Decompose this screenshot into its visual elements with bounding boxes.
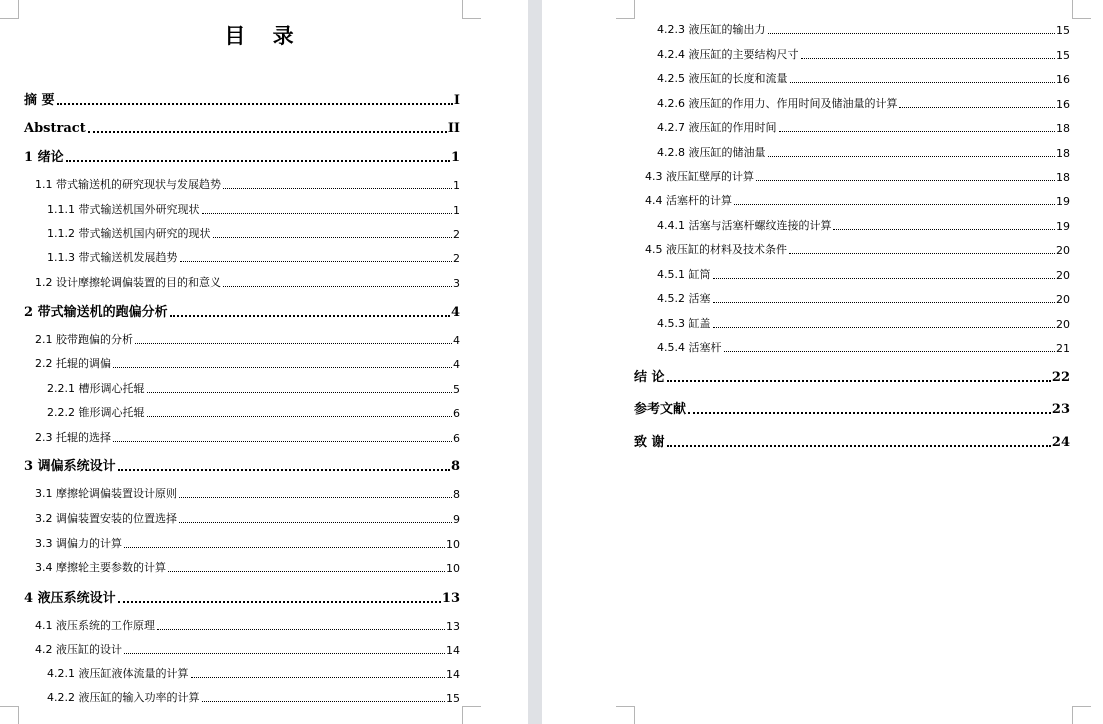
toc-entry-page: 4: [453, 358, 460, 371]
toc-entry-label: 3.1 摩擦轮调偏装置设计原则: [35, 487, 177, 500]
toc-leader-dots: [667, 380, 1051, 382]
toc-leader-dots: [157, 629, 445, 630]
toc-entry-label: 参考文献: [634, 402, 687, 417]
toc-entry-page: 19: [1056, 195, 1070, 208]
toc-entry-page: 2: [453, 228, 460, 241]
toc-entry-label: 4.4.1 活塞与活塞杆螺纹连接的计算: [657, 219, 832, 232]
toc-entry-page: 6: [453, 407, 460, 420]
toc-entry[interactable]: [657, 219, 1070, 233]
toc-entry-label: 1.1.1 带式输送机国外研究现状: [47, 203, 200, 216]
toc-entry[interactable]: [24, 304, 460, 320]
toc-leader-dots: [899, 107, 1055, 108]
crop-mark: [1072, 0, 1091, 19]
toc-entry[interactable]: [35, 178, 460, 192]
toc-entry[interactable]: [657, 317, 1070, 331]
toc-entry-page: 1: [453, 179, 460, 192]
toc-entry[interactable]: [657, 72, 1070, 86]
toc-leader-dots: [724, 351, 1056, 352]
toc-leader-dots: [57, 103, 453, 105]
toc-entry-label: 3.2 调偏装置安装的位置选择: [35, 512, 177, 525]
toc-entry-label: 4.2.3 液压缸的输出力: [657, 23, 766, 36]
toc-entry[interactable]: [634, 369, 1070, 385]
toc-leader-dots: [202, 701, 446, 702]
toc-entry[interactable]: [35, 537, 460, 551]
toc-entry-label: 4.5.4 活塞杆: [657, 341, 722, 354]
toc-leader-dots: [66, 160, 450, 162]
toc-entry-label: 4.1 液压系统的工作原理: [35, 619, 155, 632]
toc-leader-dots: [713, 327, 1056, 328]
toc-entry-page: 4: [453, 334, 460, 347]
toc-entry[interactable]: [35, 643, 460, 657]
toc-entry[interactable]: [634, 401, 1070, 417]
toc-entry[interactable]: [24, 92, 460, 108]
toc-entry[interactable]: [47, 251, 460, 265]
toc-entry-page: 20: [1056, 269, 1070, 282]
toc-leader-dots: [833, 229, 1055, 230]
crop-mark: [0, 706, 19, 724]
toc-entry-label: 4.5 液压缸的材料及技术条件: [645, 243, 787, 256]
toc-entry-page: 1: [453, 204, 460, 217]
toc-entry[interactable]: [47, 667, 460, 681]
toc-entry-page: 19: [1056, 220, 1070, 233]
toc-entry[interactable]: [657, 292, 1070, 306]
toc-leader-dots: [179, 522, 452, 523]
toc-entry-label: 4.2.7 液压缸的作用时间: [657, 121, 777, 134]
toc-leader-dots: [213, 237, 453, 238]
toc-entry-label: 2.1 胶带跑偏的分析: [35, 333, 133, 346]
toc-entry[interactable]: [35, 561, 460, 575]
toc-entry[interactable]: [657, 146, 1070, 160]
toc-entry[interactable]: [645, 243, 1070, 257]
toc-entry[interactable]: [35, 357, 460, 371]
toc-entry[interactable]: [24, 120, 460, 136]
toc-entry-page: 5: [453, 383, 460, 396]
toc-entry-label: 1.1.2 带式输送机国内研究的现状: [47, 227, 211, 240]
toc-entry-page: 21: [1056, 342, 1070, 355]
toc-leader-dots: [768, 33, 1056, 34]
toc-leader-dots: [179, 497, 452, 498]
toc-entry-label: 致 谢: [634, 435, 665, 450]
toc-entry[interactable]: [24, 590, 460, 606]
toc-entry-label: 4.5.3 缸盖: [657, 317, 711, 330]
toc-entry[interactable]: [657, 268, 1070, 282]
toc-entry-page: 20: [1056, 293, 1070, 306]
toc-entry[interactable]: [35, 333, 460, 347]
toc-leader-dots: [135, 343, 452, 344]
toc-entry-page: 18: [1056, 147, 1070, 160]
toc-entry-page: 10: [446, 562, 460, 575]
crop-mark: [1072, 706, 1091, 724]
toc-entry-label: 4.4 活塞杆的计算: [645, 194, 732, 207]
toc-entry-page: 8: [453, 488, 460, 501]
toc-entry-label: Abstract: [24, 121, 86, 136]
toc-entry-page: 13: [441, 591, 460, 606]
crop-mark: [0, 0, 19, 19]
toc-entry-label: 4.2.2 液压缸的输入功率的计算: [47, 691, 200, 704]
crop-mark: [462, 706, 481, 724]
toc-entry-page: II: [447, 121, 460, 136]
toc-entry-page: 14: [446, 644, 460, 657]
toc-entry[interactable]: [47, 203, 460, 217]
toc-entry[interactable]: [35, 619, 460, 633]
toc-leader-dots: [124, 547, 445, 548]
crop-mark: [462, 0, 481, 19]
toc-entry[interactable]: [24, 149, 460, 165]
toc-entry-label: 1 绪论: [24, 150, 64, 165]
toc-entry-page: 24: [1051, 435, 1070, 450]
toc-entry-page: 8: [450, 459, 460, 474]
toc-entry-page: 20: [1056, 244, 1070, 257]
toc-entry-label: 结 论: [634, 370, 665, 385]
toc-entry-page: 16: [1056, 98, 1070, 111]
toc-entry-label: 4.3 液压缸壁厚的计算: [645, 170, 754, 183]
toc-entry[interactable]: [645, 170, 1070, 184]
toc-leader-dots: [88, 131, 447, 133]
toc-entry[interactable]: [657, 23, 1070, 37]
toc-leader-dots: [124, 653, 445, 654]
toc-leader-dots: [768, 156, 1056, 157]
toc-leader-dots: [801, 58, 1056, 59]
toc-leader-dots: [168, 571, 445, 572]
toc-entry-page: 16: [1056, 73, 1070, 86]
toc-entry-label: 1.1 带式输送机的研究现状与发展趋势: [35, 178, 221, 191]
toc-entry-page: 20: [1056, 318, 1070, 331]
toc-entry-label: 2.3 托辊的选择: [35, 431, 111, 444]
toc-entry-label: 4.2.1 液压缸液体流量的计算: [47, 667, 189, 680]
page-title: 目 录: [224, 23, 304, 48]
toc-entry-label: 2.2.1 槽形调心托辊: [47, 382, 145, 395]
toc-entry-label: 4.2.8 液压缸的储油量: [657, 146, 766, 159]
toc-entry-label: 1.1.3 带式输送机发展趋势: [47, 251, 178, 264]
toc-entry-page: 15: [1056, 49, 1070, 62]
toc-leader-dots: [191, 677, 446, 678]
toc-entry[interactable]: [657, 97, 1070, 111]
crop-mark: [616, 706, 635, 724]
toc-entry-label: 4.5.2 活塞: [657, 292, 711, 305]
toc-entry-label: 1.2 设计摩擦轮调偏装置的目的和意义: [35, 276, 221, 289]
toc-entry[interactable]: [47, 691, 460, 705]
toc-entry-page: 14: [446, 668, 460, 681]
toc-leader-dots: [223, 286, 452, 287]
toc-entry-page: 15: [1056, 24, 1070, 37]
toc-entry-label: 3.3 调偏力的计算: [35, 537, 122, 550]
toc-entry-label: 4.2.5 液压缸的长度和流量: [657, 72, 788, 85]
toc-entry[interactable]: [35, 487, 460, 501]
toc-entry[interactable]: [657, 121, 1070, 135]
toc-leader-dots: [713, 302, 1056, 303]
toc-leader-dots: [779, 131, 1056, 132]
toc-entry[interactable]: [657, 48, 1070, 62]
toc-entry-label: 3 调偏系统设计: [24, 459, 116, 474]
toc-leader-dots: [118, 469, 450, 471]
toc-entry-page: 3: [453, 277, 460, 290]
toc-entry-page: I: [453, 93, 460, 108]
toc-entry[interactable]: [35, 431, 460, 445]
toc-entry[interactable]: [645, 194, 1070, 208]
toc-leader-dots: [688, 412, 1051, 414]
toc-leader-dots: [667, 445, 1051, 447]
toc-leader-dots: [147, 416, 453, 417]
toc-leader-dots: [170, 315, 450, 317]
toc-entry[interactable]: [47, 406, 460, 420]
toc-entry[interactable]: [47, 227, 460, 241]
toc-entry-page: 6: [453, 432, 460, 445]
toc-entry[interactable]: [47, 382, 460, 396]
toc-entry[interactable]: [35, 512, 460, 526]
toc-entry-page: 23: [1051, 402, 1070, 417]
toc-entry-page: 9: [453, 513, 460, 526]
toc-entry[interactable]: [657, 341, 1070, 355]
toc-entry-label: 4.5.1 缸筒: [657, 268, 711, 281]
toc-leader-dots: [118, 601, 441, 603]
document-page-left: [0, 0, 528, 724]
toc-entry-page: 18: [1056, 122, 1070, 135]
toc-entry[interactable]: [24, 458, 460, 474]
toc-entry-label: 4.2.4 液压缸的主要结构尺寸: [657, 48, 799, 61]
toc-entry-label: 4.2 液压缸的设计: [35, 643, 122, 656]
toc-entry-page: 2: [453, 252, 460, 265]
toc-leader-dots: [713, 278, 1056, 279]
toc-entry-page: 15: [446, 692, 460, 705]
toc-leader-dots: [789, 253, 1055, 254]
toc-entry[interactable]: [634, 434, 1070, 450]
toc-entry-label: 2.2 托辊的调偏: [35, 357, 111, 370]
toc-entry-page: 10: [446, 538, 460, 551]
toc-entry-page: 22: [1051, 370, 1070, 385]
toc-entry[interactable]: [35, 276, 460, 290]
toc-entry-label: 3.4 摩擦轮主要参数的计算: [35, 561, 166, 574]
toc-leader-dots: [113, 367, 452, 368]
toc-entry-page: 13: [446, 620, 460, 633]
toc-entry-label: 2 带式输送机的跑偏分析: [24, 305, 168, 320]
toc-entry-page: 4: [450, 305, 460, 320]
toc-leader-dots: [180, 261, 453, 262]
toc-entry-label: 2.2.2 锥形调心托辊: [47, 406, 145, 419]
toc-entry-page: 18: [1056, 171, 1070, 184]
toc-leader-dots: [734, 204, 1055, 205]
document-page-right: [542, 0, 1103, 724]
toc-leader-dots: [756, 180, 1055, 181]
toc-entry-label: 4 液压系统设计: [24, 591, 116, 606]
toc-entry-page: 1: [450, 150, 460, 165]
toc-leader-dots: [202, 213, 453, 214]
toc-leader-dots: [223, 188, 452, 189]
crop-mark: [616, 0, 635, 19]
toc-leader-dots: [113, 441, 452, 442]
toc-leader-dots: [790, 82, 1056, 83]
toc-entry-label: 4.2.6 液压缸的作用力、作用时间及储油量的计算: [657, 97, 898, 110]
toc-entry-label: 摘 要: [24, 93, 55, 108]
toc-leader-dots: [147, 392, 453, 393]
